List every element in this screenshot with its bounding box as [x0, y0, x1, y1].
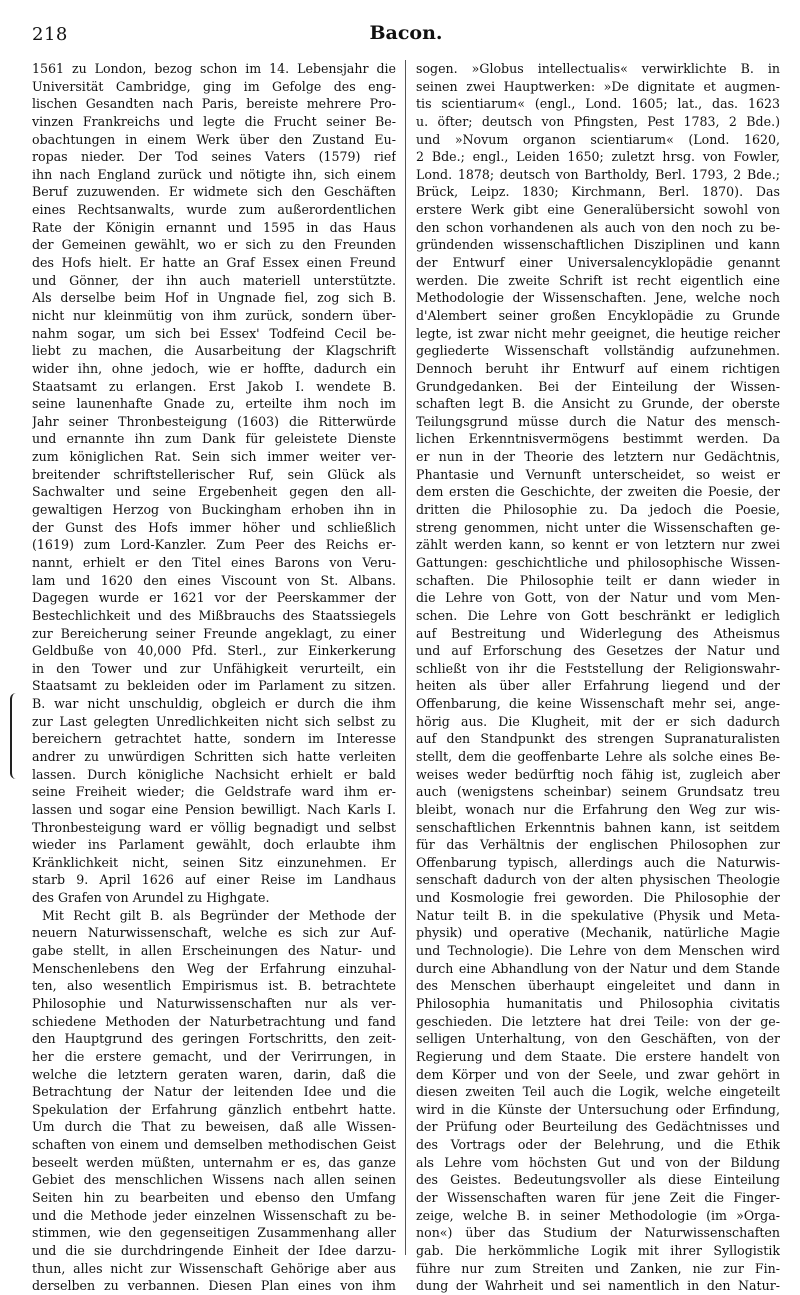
text-line: Seiten hin zu bearbeiten und ebenso den Umfang	[32, 1190, 396, 1205]
text-line: lassen und sogar eine Pension bewilligt. Nach Karls I.	[32, 801, 396, 817]
text-line: Offenbarung typisch, allerdings auch die Naturwis-	[416, 854, 780, 870]
text-line: 1561 zu London, bezog schon im 14. Lebensjahr die	[32, 61, 396, 76]
text-line: und Technologie). Die Lehre von dem Menschen wird	[416, 943, 780, 959]
text-line: nannt, erhielt er den Titel eines Barons von Veru-	[32, 554, 396, 570]
text-line: nahm sogar, um sich bei Essex' Todfeind Cecil be-	[32, 325, 396, 341]
text-line: sogen. »Globus intellectualis« verwirklichte B. in	[416, 61, 780, 76]
page-number: 218	[32, 24, 68, 45]
text-line: starb 9. April 1626 auf einer Reise im Landhaus	[32, 872, 396, 888]
text-line: Lond. 1878; deutsch von Bartholdy, Berl. 1793, 2 Bde.;	[416, 166, 780, 182]
text-line: der Gemeinen gewählt, wo er sich zu den Freunden	[32, 237, 396, 253]
text-line: werden. Die zweite Schrift ist recht eigentlich eine	[416, 272, 780, 288]
text-line: stellt, dem die geoffenbarte Lehre als solche eines Be-	[416, 748, 780, 764]
text-line: seine Freiheit wieder; die Geldstrafe ward ihm er-	[32, 784, 396, 800]
text-line: des Grafen von Arundel zu Highgate.	[32, 890, 270, 906]
text-line: schließt von ihr die Feststellung der Religionswahr-	[416, 660, 780, 676]
text-line: zur Bereicherung seiner Freunde angeklagt, zu einer	[32, 625, 396, 641]
text-line: u. öfter; deutsch von Pfingsten, Pest 1783, 2 Bde.)	[416, 113, 780, 129]
text-line: auf den Standpunkt des strengen Supranaturalisten	[416, 731, 780, 747]
text-line: gabe stellt, in allen Erscheinungen des Natur- und	[32, 943, 396, 959]
text-line: 2 Bde.; engl., Leiden 1650; zuletzt hrsg. von Fowler,	[416, 149, 780, 165]
text-line: ropas nieder. Der Tod seines Vaters (1579) rief	[32, 149, 396, 165]
text-line: (1619) zum Lord-Kanzler. Zum Peer des Reichs er-	[32, 537, 396, 553]
text-line: zur Last gelegten Unredlichkeiten nicht sich selbst zu	[32, 713, 396, 729]
left-column	[32, 60, 396, 1295]
text-line: und Gönner, der ihn auch materiell unterstützte.	[32, 272, 396, 288]
text-line: streng genommen, nicht unter die Wissenschaften ge-	[416, 519, 780, 535]
text-line: liebt zu machen, die Ausarbeitung der Klagschrift	[32, 343, 396, 359]
text-line: als Lehre vom höchsten Gut und von der Bildung	[416, 1154, 780, 1170]
text-line: dem ersten die Geschichte, der zweiten die Poesie, der	[416, 484, 780, 500]
text-line: und die Methode jeder einzelnen Wissenschaft zu be-	[32, 1207, 396, 1223]
text-line: Grundgedanken. Bei der Einteilung der Wissen-	[416, 378, 780, 394]
margin-bracket-mark	[10, 693, 20, 779]
text-line: Thronbesteigung ward er völlig begnadigt und selbst	[32, 819, 396, 835]
text-line: in den Tower und zur Unfähigkeit verurteilt, ein	[32, 660, 396, 676]
text-line: Gattungen: geschichtliche und philosophische Wissen-	[416, 554, 780, 570]
text-line: der Gunst des Hofs immer höher und schließlich	[32, 519, 396, 535]
text-line: seinen zwei Hauptwerken: »De dignitate et augmen-	[416, 78, 780, 94]
encyclopedia-page	[32, 18, 780, 1294]
text-line: auf Bestreitung und Widerlegung des Atheismus	[416, 625, 780, 641]
text-line: des Hofs hielt. Er hatte an Graf Essex einen Freund	[32, 255, 396, 271]
text-line: B. war nicht unschuldig, obgleich er durch die ihm	[32, 696, 396, 712]
text-line: den Hauptgrund des geringen Fortschritts, den zeit-	[32, 1031, 396, 1047]
text-line: zum königlichen Rat. Sein sich immer weiter ver-	[32, 449, 396, 465]
text-line: diesen zweiten Teil auch die Logik, welche eingeteilt	[416, 1084, 780, 1100]
text-line: Offenbarung, die keine Wissenschaft mehr sei, ange-	[416, 696, 780, 712]
text-line: gewaltigen Herzog von Buckingham erhoben ihn in	[32, 502, 396, 518]
text-line: derselben zu verbannen. Diesen Plan eines von ihm	[32, 1278, 396, 1294]
text-line: für das Verhältnis der englischen Philosophen zur	[416, 837, 780, 853]
text-line: gründenden wissenschaftlichen Disziplinen und kann	[416, 237, 780, 253]
text-line: Dennoch beruht ihr Entwurf auf einem richtigen	[416, 360, 780, 376]
text-line: und Kosmologie frei geworden. Die Philosophie der	[416, 890, 780, 906]
text-line: Gebiet des menschlichen Wissens nach allen seinen	[32, 1172, 396, 1188]
text-line: Teilungsgrund müsse durch die Natur des mensch-	[416, 413, 780, 429]
text-line: und »Novum organon scientiarum« (Lond. 1620,	[416, 131, 780, 147]
text-line: neuern Naturwissenschaft, welche es sich zur Auf-	[32, 925, 396, 941]
text-line: Kränklichkeit nicht, seinen Sitz einzunehmen. Er	[32, 854, 396, 870]
text-line: breitender schriftstellerischer Ruf, sein Glück als	[32, 466, 396, 482]
text-line: eines Rechtsanwalts, wurde zum außerordentlichen	[32, 202, 396, 218]
text-line: gab. Die herkömmliche Logik mit ihrer Syllogistik	[416, 1242, 780, 1258]
text-line: Staatsamt zu erlangen. Erst Jakob I. wendete B.	[32, 378, 396, 394]
running-title: Bacon.	[369, 22, 443, 44]
text-line: weises weder bedürftig noch fähig ist, zugleich aber	[416, 766, 780, 782]
text-line: selligen Unterhaltung, von den Geschäften, von der	[416, 1031, 780, 1047]
text-line: wird in die Künste der Untersuchung oder Erfindung,	[416, 1101, 780, 1117]
text-line: Sachwalter und seine Ergebenheit gegen den all-	[32, 484, 396, 500]
text-line: bleibt, wonach nur die Erfahrung den Weg zur wis-	[416, 801, 780, 817]
column-divider	[405, 60, 406, 1255]
text-line: stimmen, wie den gegenseitigen Zusammenhang aller	[32, 1225, 396, 1241]
text-line: schaften legt B. die Ansicht zu Grunde, der oberste	[416, 396, 780, 412]
text-line: Bestechlichkeit und des Mißbrauchs des Staatssiegels	[32, 607, 396, 623]
text-line: schen. Die Lehre von Gott beschränkt er lediglich	[416, 607, 780, 623]
text-line: Geldbuße von 40,000 Pfd. Sterl., zur Einkerkerung	[32, 643, 396, 659]
text-line: lichen Erkenntnisvermögens bestimmt werden. Da	[416, 431, 780, 447]
text-line: Jahr seiner Thronbesteigung (1603) die Ritterwürde	[32, 413, 396, 429]
text-line: und auf Erforschung des Gesetzes der Natur und	[416, 643, 780, 659]
text-line: die Lehre von Gott, von der Natur und vom Men-	[416, 590, 780, 606]
text-line: non«) über das Studium der Naturwissenschaften	[416, 1225, 780, 1241]
text-line: dritten die Philosophie zu. Da jedoch die Poesie,	[416, 502, 780, 518]
text-line: des Vortrags oder der Belehrung, und die Ethik	[416, 1137, 780, 1153]
text-line: der Wissenschaften waren für jene Zeit die Finger-	[416, 1190, 780, 1205]
text-line: tis scientiarum« (engl., Lond. 1605; lat., das. 1623	[416, 96, 780, 112]
text-line: zählt werden kann, so kennt er von letztern nur zwei	[416, 537, 780, 553]
text-line: geschieden. Die letztere hat drei Teile: von der ge-	[416, 1013, 780, 1029]
text-line: wieder ins Parlament gewählt, doch erlaubte ihm	[32, 837, 396, 853]
text-line: Phantasie und Vernunft unterscheidet, so weist er	[416, 466, 780, 482]
text-line: vinzen Frankreichs und legte die Frucht seiner Be-	[32, 113, 396, 129]
text-line: hörig aus. Die Klugheit, mit der er sich dadurch	[416, 713, 780, 729]
text-line: dung der Wahrheit und sei namentlich in den Natur-	[416, 1278, 780, 1294]
text-line: nicht nur kleinmütig von ihm zurück, sondern über-	[32, 307, 396, 323]
text-line: schaften von einem und demselben methodischen Geist	[32, 1137, 396, 1153]
text-line: schaften. Die Philosophie teilt er dann wieder in	[416, 572, 780, 588]
text-line: Philosophie und Naturwissenschaften nur als ver-	[32, 995, 396, 1011]
text-line: der Entwurf einer Universalencyklopädie genannt	[416, 255, 780, 271]
text-line: wider ihn, ohne jedoch, wie er hoffte, dadurch ein	[32, 360, 396, 376]
text-line: Universität Cambridge, ging im Gefolge des eng-	[32, 78, 396, 94]
text-line: obachtungen in einem Werk über den Zustand Eu-	[32, 131, 396, 147]
text-line: bereichern getrachtet hatte, sondern im Interesse	[32, 731, 396, 747]
text-line: Als derselbe beim Hof in Ungnade fiel, zog sich B.	[32, 290, 396, 306]
text-line: physik) und operative (Mechanik, natürliche Magie	[416, 925, 780, 941]
text-line: welche die letztern geraten waren, darin, daß die	[32, 1066, 396, 1082]
text-line: legte, ist zwar nicht mehr geeignet, die heutige reicher	[416, 325, 780, 341]
text-line: senschaftlichen Erkenntnis bahnen kann, ist seitdem	[416, 819, 780, 835]
text-line: Betrachtung der Natur der leitenden Idee und die	[32, 1084, 396, 1100]
text-line: durch eine Abhandlung von der Natur und dem Stande	[416, 960, 780, 976]
text-line: Rate der Königin ernannt und 1595 in das Haus	[32, 219, 396, 235]
text-line: heiten als über aller Erfahrung liegend und der	[416, 678, 780, 694]
text-line: Menschenlebens den Weg der Erfahrung einzuhal-	[32, 960, 396, 976]
text-line: her die erstere gemacht, und der Verirrungen, in	[32, 1048, 396, 1064]
text-line: Um durch die That zu beweisen, daß alle Wissen-	[32, 1119, 396, 1135]
text-line: beseelt werden müßten, unternahm er es, das ganze	[32, 1154, 396, 1170]
text-line: der Prüfung oder Beurteilung des Gedächtnisses und	[416, 1119, 780, 1135]
text-line: Mit Recht gilt B. als Begründer der Methode der	[42, 907, 396, 923]
text-line: und die sie durchdringende Einheit der Idee darzu-	[32, 1242, 396, 1258]
text-line: erstere Werk gibt eine Generalübersicht sowohl von	[416, 202, 780, 218]
text-line: Staatsamt zu bekleiden oder im Parlament zu sitzen.	[32, 678, 396, 694]
text-line: ihn nach England zurück und nötigte ihn, sich einem	[32, 166, 396, 182]
text-line: Beruf zuzuwenden. Er widmete sich den Geschäften	[32, 184, 396, 200]
text-line: lassen. Durch königliche Nachsicht erhielt er bald	[32, 766, 396, 782]
text-line: Brück, Leipz. 1830; Kirchmann, Berl. 1870). Das	[416, 184, 780, 200]
text-line: dem Körper und von der Seele, und zwar gehört in	[416, 1066, 780, 1082]
text-line: führe nur zum Streiten und Zanken, nie zur Fin-	[416, 1260, 780, 1276]
page-header	[32, 18, 780, 48]
text-line: des Geistes. Bedeutungsvoller als diese Einteilung	[416, 1172, 780, 1188]
text-line: seine launenhafte Gnade zu, erteilte ihm noch im	[32, 396, 396, 412]
text-line: des Menschen überhaupt eingeleitet und dann in	[416, 978, 780, 994]
text-columns	[32, 60, 780, 1294]
text-line: senschaft dadurch von der alten physischen Theologie	[416, 872, 780, 888]
text-line: andrer zu unwürdigen Schritten sich hatte verleiten	[32, 748, 396, 764]
text-line: den schon vorhandenen als auch von den noch zu be-	[416, 219, 780, 235]
text-line: gegliederte Wissenschaft vollständig aufzunehmen.	[416, 343, 780, 359]
text-line: Spekulation der Erfahrung gänzlich entbehrt hatte.	[32, 1101, 396, 1117]
text-line: Philosophia humanitatis und Philosophia civitatis	[416, 995, 780, 1011]
text-line: lam und 1620 den eines Viscount von St. Albans.	[32, 572, 396, 588]
text-line: er nun in der Theorie des letztern nur Gedächtnis,	[416, 449, 780, 465]
text-line: zeige, welche B. in seiner Methodologie (im »Orga-	[416, 1207, 780, 1223]
text-line: Natur teilt B. in die spekulative (Physik und Meta-	[416, 907, 780, 923]
text-line: ten, also wesentlich Empirismus ist. B. betrachtete	[32, 978, 396, 994]
text-line: lischen Gesandten nach Paris, bereiste mehrere Pro-	[32, 96, 396, 112]
text-line: Dagegen wurde er 1621 vor der Peerskammer der	[32, 590, 396, 606]
text-line: d'Alembert seiner großen Encyklopädie zu Grunde	[416, 307, 780, 323]
text-line: Regierung und dem Staate. Die erstere handelt von	[416, 1048, 780, 1064]
text-line: schiedene Methoden der Naturbetrachtung und fand	[32, 1013, 396, 1029]
text-line: Methodologie der Wissenschaften. Jene, welche noch	[416, 290, 780, 306]
right-column	[416, 60, 780, 1295]
text-line: auch (wenigstens scheinbar) seinem Grundsatz treu	[416, 784, 780, 800]
text-line: thun, alles nicht zur Wissenschaft Gehörige aber aus	[32, 1260, 396, 1276]
text-line: und ernannte ihn zum Dank für geleistete Dienste	[32, 431, 396, 447]
